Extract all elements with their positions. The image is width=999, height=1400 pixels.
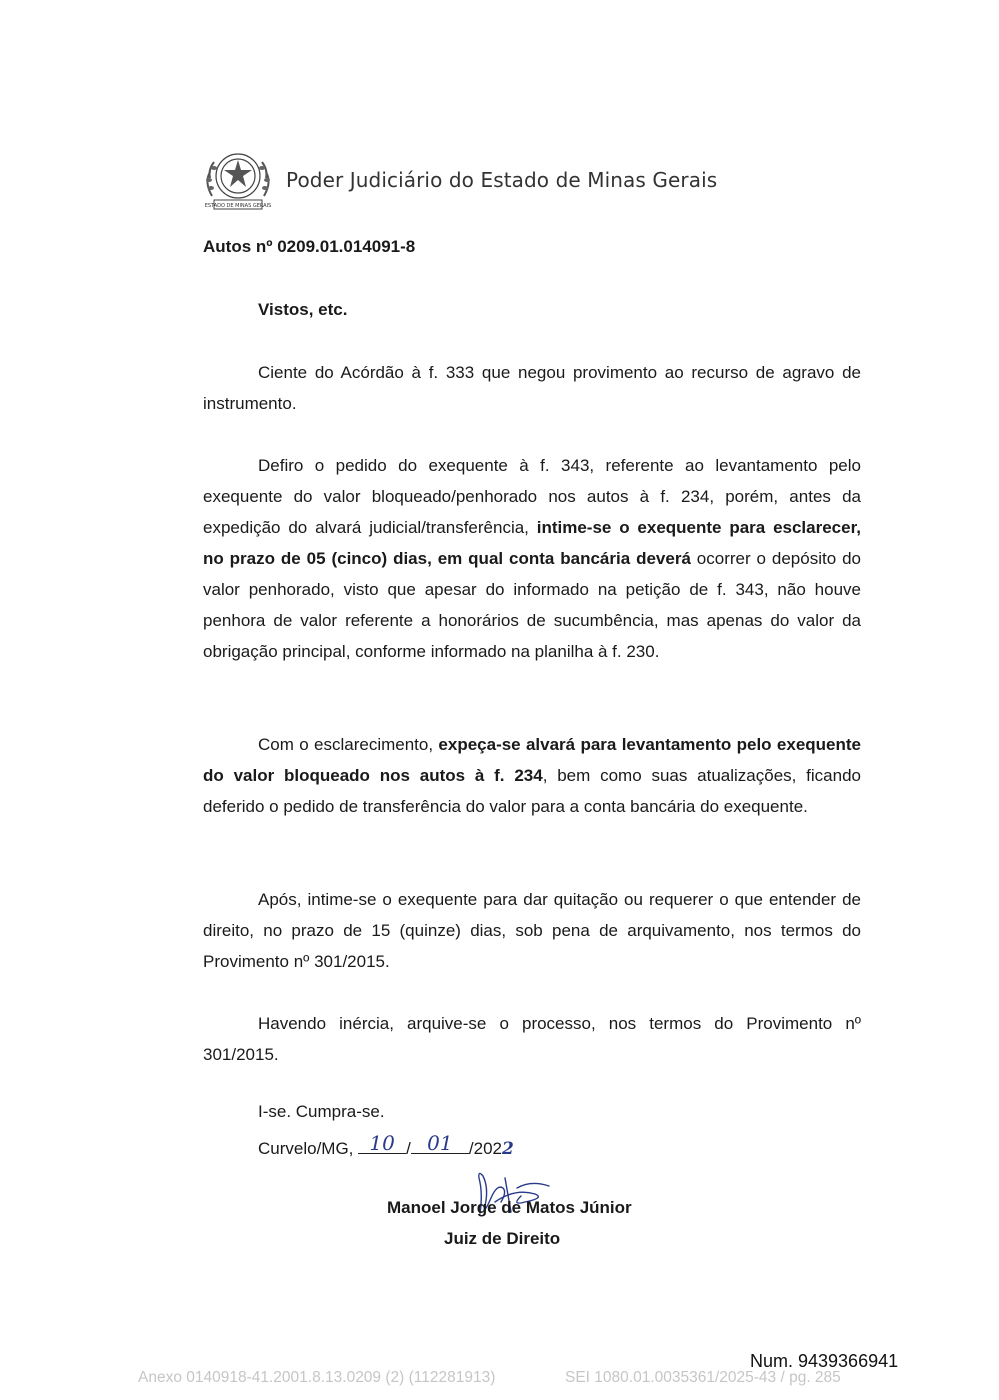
seal-text: ESTADO DE MINAS GERAIS bbox=[204, 203, 272, 209]
judge-title: Juiz de Direito bbox=[444, 1229, 561, 1248]
document-number: Num. 9439366941 bbox=[750, 1351, 899, 1371]
paragraph-alvara-tail: , bem como suas atualizações, ficando deferido o pedido de transferência do valor para a conta bancária do exequente. bbox=[203, 766, 861, 816]
paragraph-arquivamento: Havendo inércia, arquive-se o processo, nos termos do Provimento nº 301/2015. bbox=[203, 1014, 861, 1064]
paragraph-quitacao: Após, intime-se o exequente para dar quitação ou requerer o que entender de direito, no prazo de 15 (quinze) dias, sob pena de arquivamento, nos termos do Provimento nº 301/2015. bbox=[203, 890, 861, 971]
date-year-printed: /202 bbox=[468, 1139, 502, 1158]
case-number: Autos nº 0209.01.014091-8 bbox=[203, 237, 416, 256]
date-month-handwritten: 01 bbox=[427, 1131, 453, 1155]
date-place: Curvelo/MG, bbox=[258, 1139, 354, 1158]
paragraph-alvara-bold: expeça-se alvará para levantamento pelo exequente do valor bloqueado nos autos à f. 234 bbox=[203, 735, 861, 785]
paragraph-defiro bbox=[203, 450, 861, 667]
paragraph-defiro-tail: ocorrer o depósito do valor penhorado, visto que apesar do informado na petição de f. 343, não houve penhora de valor referente a honorários de sucumbência, mas apenas do valor da obrigação principal, conforme informado na planilha à f. 230. bbox=[203, 549, 861, 661]
paragraph-defiro-bold: intime-se o exequente para esclarecer, no prazo de 05 (cinco) dias, em qual conta bancária deverá bbox=[203, 518, 861, 568]
date-day-handwritten: 10 bbox=[369, 1131, 395, 1155]
paragraph-alvara bbox=[203, 729, 861, 822]
court-name: Poder Judiciário do Estado de Minas Gerais bbox=[286, 168, 718, 192]
footer-sei: SEI 1080.01.0035361/2025-43 / pg. 285 bbox=[565, 1369, 841, 1386]
paragraph-alvara-text: Com o esclarecimento, bbox=[258, 735, 439, 754]
paragraph-acordao: Ciente do Acórdão à f. 333 que negou provimento ao recurso de agravo de instrumento. bbox=[203, 363, 861, 413]
date-line: Curvelo/MG, 10 / 01 /2022 bbox=[258, 1131, 514, 1159]
coat-of-arms-seal bbox=[200, 142, 276, 214]
vistos-heading: Vistos, etc. bbox=[258, 300, 348, 319]
footer-annex: Anexo 0140918-41.2001.8.13.0209 (2) (112281913) bbox=[138, 1369, 496, 1386]
paragraph-defiro-text: Defiro o pedido do exequente à f. 343, referente ao levantamento pelo exequente do valor bloqueado/penhorado nos autos à f. 234, porém, antes da expedição do alvará judicial/transferência, bbox=[203, 456, 861, 537]
date-year-handwritten: 2 bbox=[501, 1139, 514, 1159]
date-day-blank bbox=[358, 1131, 406, 1155]
judge-name: Manoel Jorge de Matos Júnior bbox=[387, 1198, 632, 1217]
date-month-blank bbox=[411, 1131, 469, 1155]
closing-text: I-se. Cumpra-se. bbox=[258, 1102, 385, 1121]
